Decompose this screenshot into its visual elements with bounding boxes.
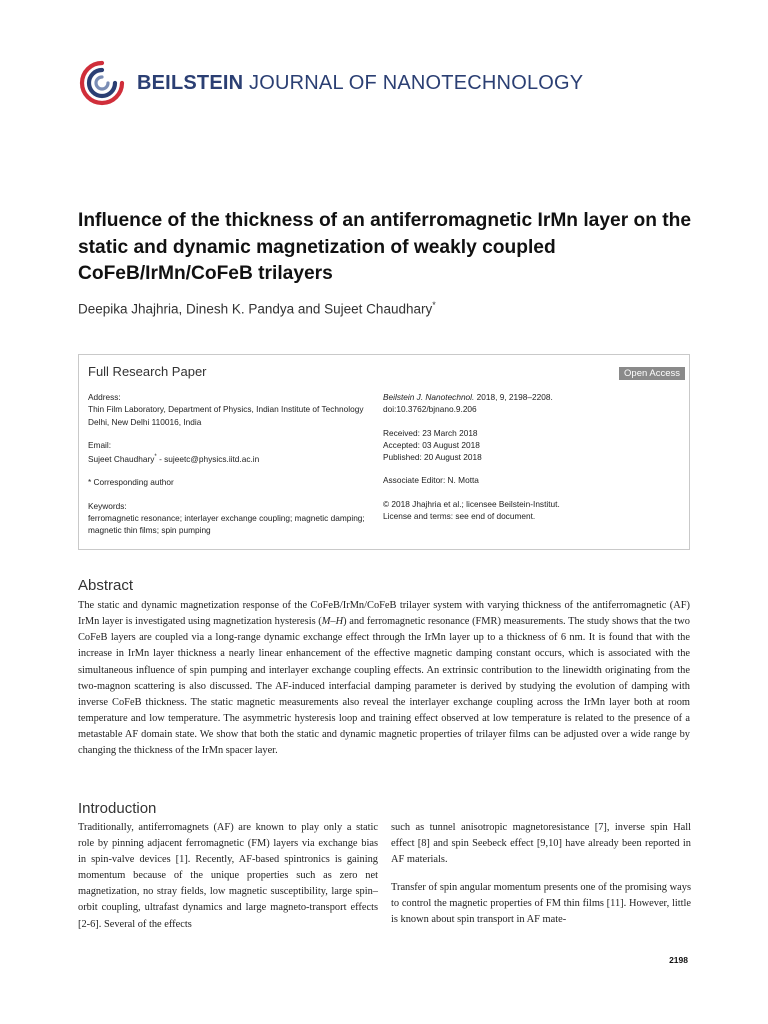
email-mark: *	[154, 454, 157, 461]
paper-type: Full Research Paper	[88, 364, 207, 379]
page-number: 2198	[669, 955, 688, 965]
author-list	[78, 300, 436, 317]
copyright-line: © 2018 Jhajhria et al.; licensee Beilstein-Institut.	[383, 498, 560, 509]
citation-details: 2018, 9, 2198–2208.	[474, 392, 553, 402]
address-text: Thin Film Laboratory, Department of Physics, Indian Institute of Technology Delhi, New Delhi 110016, India	[88, 404, 364, 427]
abstract-part-2: ) and ferromagnetic resonance (FMR) measurements. The study shows that the two CoFeB layers are coupled via a long-range dynamic exchange effect through the IrMn layer up to a thickness of 6 nm. It is found that with the increase in IrMn layer thickness a nearly linear enhancement of the effective magnetic damping constant occurs, which is associated with the simultaneous influence of spin pumping and interlayer exchange coupling effects. An extrinsic contribution to the linewidth originating from the two-magnon scattering is also discussed. The AF-induced interfacial damping parameter is derived by studying the evolution of damping with inverse CoFeB thickness. The static magnetic measurements also reveal the interlayer exchange coupling across the IrMn layer both at room temperature and low temperature. The asymmetric hysteresis loop and training effect observed at low temperature is related to the presence of a metastable AF domain state. We show that both the static and dynamic magnetic properties of trilayer films can be adjusted over a wide range by changing the thickness of the IrMn spacer layer.	[78, 616, 690, 757]
citation-journal: Beilstein J. Nanotechnol.	[383, 392, 475, 402]
received-date: Received: 23 March 2018	[383, 427, 478, 438]
journal-logo	[79, 60, 583, 106]
journal-logo-icon	[79, 60, 125, 106]
email-label: Email:	[88, 439, 112, 450]
journal-name-bold: BEILSTEIN	[137, 71, 244, 94]
corresponding-author-note: * Corresponding author	[88, 477, 174, 488]
abstract-part-1: The static and dynamic magnetization response of the CoFeB/IrMn/CoFeB trilayer system with varying thickness of the antiferromagnetic (AF) IrMn layer is investigated using magnetization hysteresis (	[78, 600, 690, 628]
paper-title: Influence of the thickness of an antiferromagnetic IrMn layer on the static and dynamic magnetization of weakly coupled CoFeB/IrMn/CoFeB trilayers	[78, 210, 692, 284]
license-line: License and terms: see end of document.	[383, 511, 536, 522]
email-name: Sujeet Chaudhary	[88, 453, 155, 464]
published-date: Published: 20 August 2018	[383, 452, 482, 463]
introduction-heading: Introduction	[78, 800, 157, 817]
keywords-label: Keywords:	[88, 500, 127, 511]
author-names: Deepika Jhajhria, Dinesh K. Pandya and Sujeet Chaudhary	[78, 301, 433, 317]
corresponding-mark: *	[432, 300, 436, 310]
abstract-heading: Abstract	[78, 577, 134, 594]
journal-name-rest: JOURNAL OF NANOTECHNOLOGY	[249, 71, 584, 94]
doi-link[interactable]: doi:10.3762/bjnano.9.206	[383, 404, 477, 415]
associate-editor: Associate Editor: N. Motta	[383, 475, 479, 486]
accepted-date: Accepted: 03 August 2018	[383, 439, 480, 450]
article-info-box	[78, 354, 690, 550]
address-label: Address:	[88, 392, 121, 402]
keywords-text: ferromagnetic resonance; interlayer exchange coupling; magnetic damping; magnetic thin films; spin pumping	[88, 512, 365, 536]
abstract-mh: M–H	[321, 616, 344, 628]
abstract-text	[78, 598, 690, 760]
info-left-column	[88, 391, 368, 547]
introduction-right-paragraph-1: such as tunnel anisotropic magnetoresistance [7], inverse spin Hall effect [8] and spin Seebeck effect [9,10] have already been reported in AF materials.	[391, 822, 691, 866]
journal-name	[137, 72, 583, 95]
email-address[interactable]: - sujeetc@physics.iitd.ac.in	[156, 453, 260, 464]
introduction-left-column: Traditionally, antiferromagnets (AF) are known to play only a static role by pinning adjacent ferromagnetic (FM) layers via exchange bias in spin-valve devices [1]. Recently, AF-based spintronics is gaining momentum because of the unique properties such as zero net magnetization, no stray fields, low magnetic susceptibility, large spin–orbit coupling, ultrafast dynamics and large magneto-transport effects [2-6]. Several of the effects	[78, 822, 378, 930]
info-right-column	[383, 391, 683, 533]
introduction-right-paragraph-2: Transfer of spin angular momentum presents one of the promising ways to control the magnetic properties of FM thin films [11]. However, little is known about spin transport in AF mate-	[391, 882, 691, 926]
open-access-badge: Open Access	[619, 367, 685, 380]
